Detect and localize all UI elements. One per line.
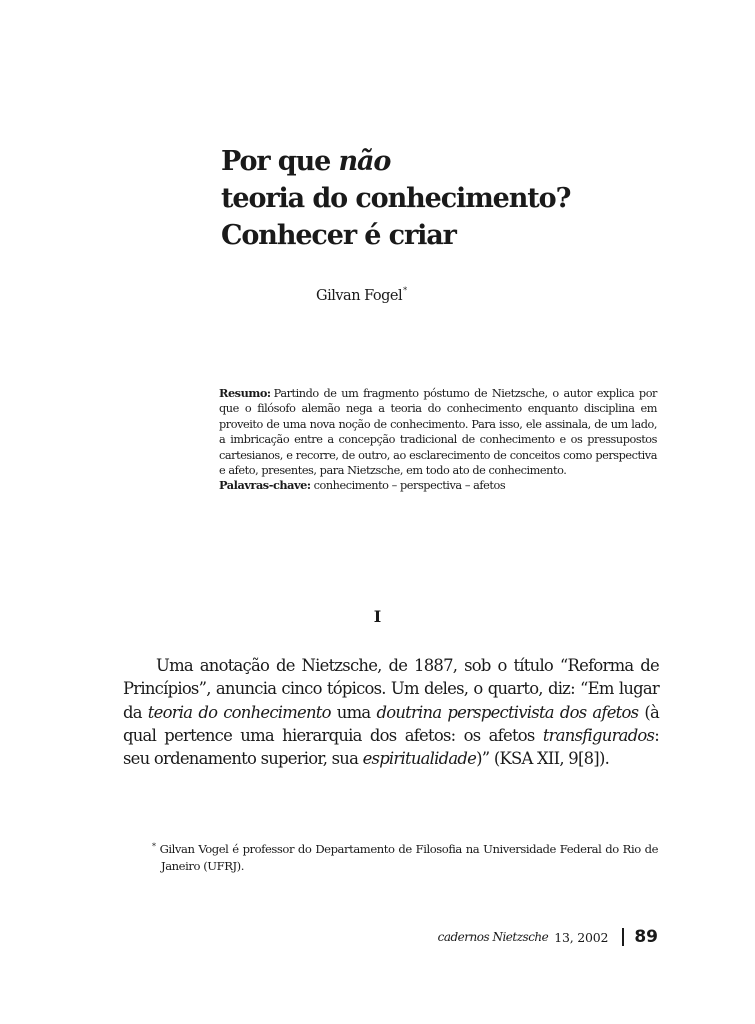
abstract-text: Partindo de um fragmento póstumo de Nietzsche, o autor explica por que o filósofo alemão nega a teoria do conhecimento enquanto disciplina em proveito de uma nova noção de conhecimento. Para isso, ele assinala, de um lado, a imbricação entre a concepção tradicional de conhecimento e os pressupostos cartesianos, e recorre, de outro, ao esclarecimento de conceitos como perspectiva e afeto, presentes, para Nietzsche, em todo ato de conhecimento. <box>219 387 657 478</box>
title-line-1 <box>221 143 681 180</box>
author-byline <box>316 286 407 304</box>
title-line-1-italic: não <box>338 146 391 177</box>
article-title <box>221 143 681 254</box>
keywords-label: Palavras-chave: <box>219 478 311 493</box>
body-paragraph <box>123 654 659 770</box>
footnote-text: Gilvan Vogel é professor do Departamento de Filosofia na Universidade Federal do Rio de Janeiro (UFRJ). <box>159 842 658 873</box>
section-heading: I <box>373 607 382 626</box>
body-italic-run-2: doutrina perspectivista dos afetos <box>376 702 639 722</box>
page-footer <box>438 927 658 947</box>
body-italic-run-1: teoria do conhecimento <box>147 702 331 722</box>
body-italic-run-4: espiritualidade <box>362 749 477 769</box>
title-line-2: teoria do conhecimento? <box>221 183 571 214</box>
abstract-block <box>219 386 657 494</box>
author-name: Gilvan Fogel <box>316 288 403 304</box>
body-text-run-1: Uma anotação de Nietzsche, de 1887, sob o título “Reforma de Princípios”, anuncia cinco tópicos. Um deles, o quarto, diz: “Em lugar da <box>123 656 659 722</box>
abstract-label: Resumo: <box>219 386 271 400</box>
keywords-paragraph <box>219 478 657 493</box>
keywords-text: conhecimento – perspectiva – afetos <box>313 479 506 493</box>
journal-name: cadernos Nietzsche <box>437 930 549 944</box>
abstract-paragraph <box>219 386 657 478</box>
body-text <box>123 654 659 770</box>
title-line-3: Conhecer é criar <box>221 220 456 251</box>
body-text-run-5: )” (KSA XII, 9[8]). <box>476 749 610 769</box>
footnote-marker: * <box>152 842 156 851</box>
page-number: 89 <box>634 927 658 947</box>
journal-issue: 13, 2002 <box>554 929 609 945</box>
body-text-run-2: uma <box>330 702 377 722</box>
title-line-1-prefix: Por que <box>221 146 339 177</box>
body-italic-run-3: transfigurados <box>542 725 655 745</box>
body-text-run-3: (à qual pertence uma hierarquia dos afetos: os afetos <box>123 702 659 745</box>
author-footnote-marker: * <box>403 286 407 295</box>
footnote-paragraph <box>152 838 658 875</box>
footnote <box>152 838 658 875</box>
footer-divider <box>622 928 624 946</box>
body-text-run-4: : seu ordenamento superior, sua <box>123 725 659 769</box>
